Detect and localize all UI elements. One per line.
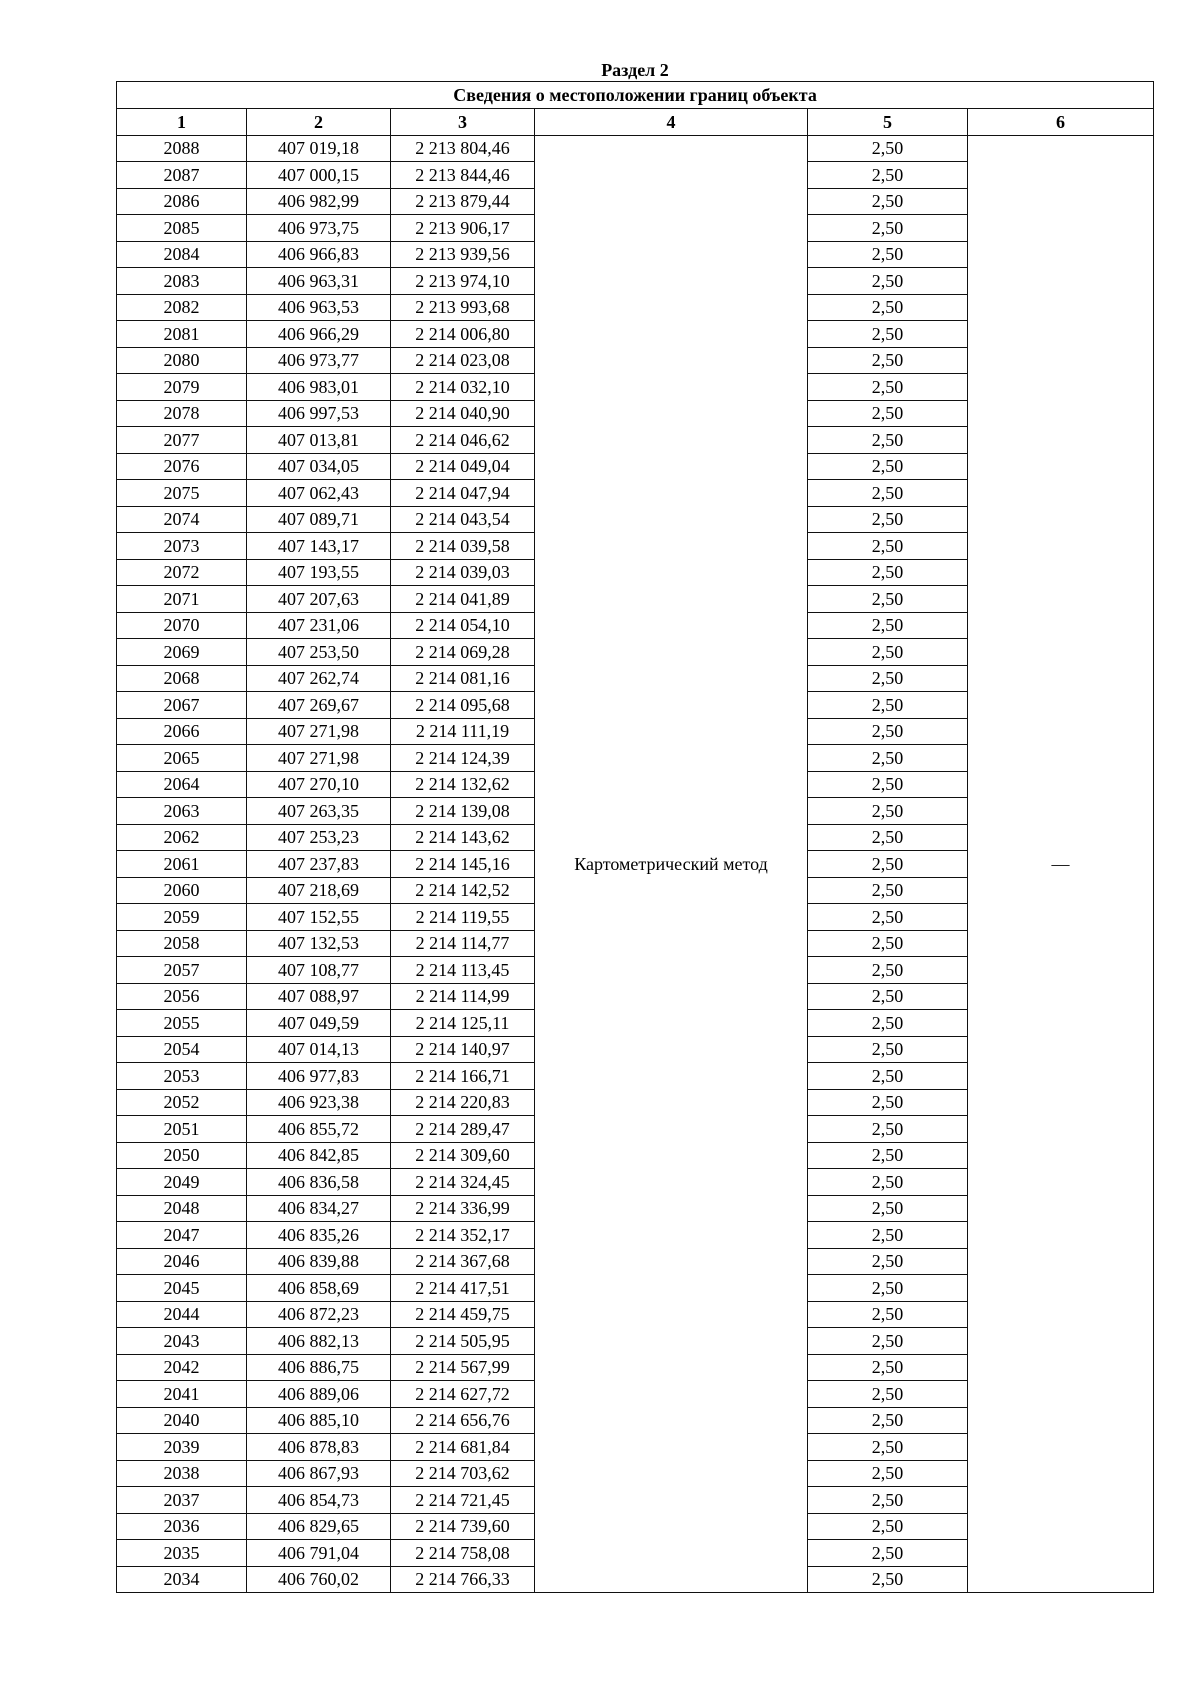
accuracy-cell: 2,50 xyxy=(808,692,968,719)
y-coordinate-cell: 2 214 081,16 xyxy=(391,665,535,692)
accuracy-cell: 2,50 xyxy=(808,612,968,639)
y-coordinate-cell: 2 214 140,97 xyxy=(391,1036,535,1063)
point-number-cell: 2070 xyxy=(117,612,247,639)
accuracy-cell: 2,50 xyxy=(808,1222,968,1249)
x-coordinate-cell: 407 207,63 xyxy=(247,586,391,613)
x-coordinate-cell: 407 263,35 xyxy=(247,798,391,825)
accuracy-cell: 2,50 xyxy=(808,268,968,295)
x-coordinate-cell: 406 885,10 xyxy=(247,1407,391,1434)
point-number-cell: 2036 xyxy=(117,1513,247,1540)
column-number-1: 1 xyxy=(117,109,247,136)
y-coordinate-cell: 2 214 143,62 xyxy=(391,824,535,851)
accuracy-cell: 2,50 xyxy=(808,533,968,560)
point-number-cell: 2042 xyxy=(117,1354,247,1381)
accuracy-cell: 2,50 xyxy=(808,427,968,454)
accuracy-cell: 2,50 xyxy=(808,1540,968,1567)
accuracy-cell: 2,50 xyxy=(808,321,968,348)
accuracy-cell: 2,50 xyxy=(808,957,968,984)
y-coordinate-cell: 2 214 220,83 xyxy=(391,1089,535,1116)
x-coordinate-cell: 406 872,23 xyxy=(247,1301,391,1328)
accuracy-cell: 2,50 xyxy=(808,1275,968,1302)
accuracy-cell: 2,50 xyxy=(808,559,968,586)
x-coordinate-cell: 406 834,27 xyxy=(247,1195,391,1222)
accuracy-cell: 2,50 xyxy=(808,1063,968,1090)
y-coordinate-cell: 2 214 032,10 xyxy=(391,374,535,401)
accuracy-cell: 2,50 xyxy=(808,851,968,878)
point-number-cell: 2050 xyxy=(117,1142,247,1169)
y-coordinate-cell: 2 214 069,28 xyxy=(391,639,535,666)
x-coordinate-cell: 407 013,81 xyxy=(247,427,391,454)
point-number-cell: 2054 xyxy=(117,1036,247,1063)
y-coordinate-cell: 2 214 656,76 xyxy=(391,1407,535,1434)
x-coordinate-cell: 406 977,83 xyxy=(247,1063,391,1090)
x-coordinate-cell: 406 858,69 xyxy=(247,1275,391,1302)
point-number-cell: 2076 xyxy=(117,453,247,480)
y-coordinate-cell: 2 213 974,10 xyxy=(391,268,535,295)
x-coordinate-cell: 406 855,72 xyxy=(247,1116,391,1143)
accuracy-cell: 2,50 xyxy=(808,930,968,957)
y-coordinate-cell: 2 213 939,56 xyxy=(391,241,535,268)
y-coordinate-cell: 2 214 049,04 xyxy=(391,453,535,480)
accuracy-cell: 2,50 xyxy=(808,135,968,162)
y-coordinate-cell: 2 214 111,19 xyxy=(391,718,535,745)
x-coordinate-cell: 407 237,83 xyxy=(247,851,391,878)
y-coordinate-cell: 2 214 139,08 xyxy=(391,798,535,825)
accuracy-cell: 2,50 xyxy=(808,453,968,480)
x-coordinate-cell: 406 760,02 xyxy=(247,1566,391,1593)
x-coordinate-cell: 406 835,26 xyxy=(247,1222,391,1249)
y-coordinate-cell: 2 214 113,45 xyxy=(391,957,535,984)
y-coordinate-cell: 2 214 367,68 xyxy=(391,1248,535,1275)
y-coordinate-cell: 2 214 336,99 xyxy=(391,1195,535,1222)
point-number-cell: 2037 xyxy=(117,1487,247,1514)
x-coordinate-cell: 406 889,06 xyxy=(247,1381,391,1408)
x-coordinate-cell: 406 966,83 xyxy=(247,241,391,268)
point-number-cell: 2056 xyxy=(117,983,247,1010)
point-number-cell: 2071 xyxy=(117,586,247,613)
accuracy-cell: 2,50 xyxy=(808,639,968,666)
x-coordinate-cell: 407 088,97 xyxy=(247,983,391,1010)
x-coordinate-cell: 407 034,05 xyxy=(247,453,391,480)
column-number-2: 2 xyxy=(247,109,391,136)
point-number-cell: 2057 xyxy=(117,957,247,984)
x-coordinate-cell: 406 886,75 xyxy=(247,1354,391,1381)
accuracy-cell: 2,50 xyxy=(808,374,968,401)
column-number-3: 3 xyxy=(391,109,535,136)
y-coordinate-cell: 2 214 627,72 xyxy=(391,1381,535,1408)
accuracy-cell: 2,50 xyxy=(808,1142,968,1169)
x-coordinate-cell: 407 143,17 xyxy=(247,533,391,560)
x-coordinate-cell: 407 049,59 xyxy=(247,1010,391,1037)
point-number-cell: 2086 xyxy=(117,188,247,215)
x-coordinate-cell: 407 000,15 xyxy=(247,162,391,189)
y-coordinate-cell: 2 214 095,68 xyxy=(391,692,535,719)
point-number-cell: 2055 xyxy=(117,1010,247,1037)
accuracy-cell: 2,50 xyxy=(808,188,968,215)
point-number-cell: 2034 xyxy=(117,1566,247,1593)
table-row xyxy=(117,135,1154,162)
y-coordinate-cell: 2 214 567,99 xyxy=(391,1354,535,1381)
x-coordinate-cell: 407 269,67 xyxy=(247,692,391,719)
accuracy-cell: 2,50 xyxy=(808,215,968,242)
y-coordinate-cell: 2 213 879,44 xyxy=(391,188,535,215)
point-number-cell: 2074 xyxy=(117,506,247,533)
y-coordinate-cell: 2 214 703,62 xyxy=(391,1460,535,1487)
point-number-cell: 2064 xyxy=(117,771,247,798)
boundary-coordinates-table xyxy=(116,81,1154,1593)
point-number-cell: 2046 xyxy=(117,1248,247,1275)
point-number-cell: 2061 xyxy=(117,851,247,878)
accuracy-cell: 2,50 xyxy=(808,241,968,268)
column-number-4: 4 xyxy=(535,109,808,136)
y-coordinate-cell: 2 214 114,99 xyxy=(391,983,535,1010)
point-number-cell: 2060 xyxy=(117,877,247,904)
x-coordinate-cell: 406 839,88 xyxy=(247,1248,391,1275)
accuracy-cell: 2,50 xyxy=(808,347,968,374)
accuracy-cell: 2,50 xyxy=(808,665,968,692)
point-number-cell: 2067 xyxy=(117,692,247,719)
point-number-cell: 2066 xyxy=(117,718,247,745)
point-number-cell: 2085 xyxy=(117,215,247,242)
y-coordinate-cell: 2 214 119,55 xyxy=(391,904,535,931)
point-number-cell: 2053 xyxy=(117,1063,247,1090)
accuracy-cell: 2,50 xyxy=(808,1513,968,1540)
point-number-cell: 2069 xyxy=(117,639,247,666)
accuracy-cell: 2,50 xyxy=(808,1116,968,1143)
y-coordinate-cell: 2 214 417,51 xyxy=(391,1275,535,1302)
table-caption: Сведения о местоположении границ объекта xyxy=(117,82,1154,109)
point-number-cell: 2052 xyxy=(117,1089,247,1116)
y-coordinate-cell: 2 213 906,17 xyxy=(391,215,535,242)
accuracy-cell: 2,50 xyxy=(808,1381,968,1408)
y-coordinate-cell: 2 214 046,62 xyxy=(391,427,535,454)
y-coordinate-cell: 2 213 844,46 xyxy=(391,162,535,189)
y-coordinate-cell: 2 214 023,08 xyxy=(391,347,535,374)
x-coordinate-cell: 407 271,98 xyxy=(247,718,391,745)
x-coordinate-cell: 407 253,50 xyxy=(247,639,391,666)
y-coordinate-cell: 2 214 289,47 xyxy=(391,1116,535,1143)
x-coordinate-cell: 406 963,53 xyxy=(247,294,391,321)
point-number-cell: 2049 xyxy=(117,1169,247,1196)
section-title: Раздел 2 xyxy=(601,60,669,80)
accuracy-cell: 2,50 xyxy=(808,1248,968,1275)
accuracy-cell: 2,50 xyxy=(808,1089,968,1116)
x-coordinate-cell: 407 019,18 xyxy=(247,135,391,162)
y-coordinate-cell: 2 214 459,75 xyxy=(391,1301,535,1328)
point-number-cell: 2044 xyxy=(117,1301,247,1328)
x-coordinate-cell: 407 262,74 xyxy=(247,665,391,692)
point-number-cell: 2088 xyxy=(117,135,247,162)
x-coordinate-cell: 407 108,77 xyxy=(247,957,391,984)
point-number-cell: 2087 xyxy=(117,162,247,189)
x-coordinate-cell: 406 973,77 xyxy=(247,347,391,374)
x-coordinate-cell: 406 997,53 xyxy=(247,400,391,427)
accuracy-cell: 2,50 xyxy=(808,824,968,851)
x-coordinate-cell: 407 132,53 xyxy=(247,930,391,957)
point-number-cell: 2082 xyxy=(117,294,247,321)
x-coordinate-cell: 407 231,06 xyxy=(247,612,391,639)
y-coordinate-cell: 2 214 721,45 xyxy=(391,1487,535,1514)
point-number-cell: 2075 xyxy=(117,480,247,507)
accuracy-cell: 2,50 xyxy=(808,1195,968,1222)
x-coordinate-cell: 406 829,65 xyxy=(247,1513,391,1540)
accuracy-cell: 2,50 xyxy=(808,718,968,745)
point-number-cell: 2041 xyxy=(117,1381,247,1408)
point-number-cell: 2080 xyxy=(117,347,247,374)
y-coordinate-cell: 2 214 739,60 xyxy=(391,1513,535,1540)
x-coordinate-cell: 407 271,98 xyxy=(247,745,391,772)
accuracy-cell: 2,50 xyxy=(808,904,968,931)
table-caption-row xyxy=(117,82,1154,109)
description-cell: — xyxy=(968,135,1154,1593)
point-number-cell: 2048 xyxy=(117,1195,247,1222)
y-coordinate-cell: 2 214 043,54 xyxy=(391,506,535,533)
x-coordinate-cell: 406 836,58 xyxy=(247,1169,391,1196)
accuracy-cell: 2,50 xyxy=(808,1407,968,1434)
method-cell: Картометрический метод xyxy=(535,135,808,1593)
accuracy-cell: 2,50 xyxy=(808,771,968,798)
accuracy-cell: 2,50 xyxy=(808,798,968,825)
y-coordinate-cell: 2 214 041,89 xyxy=(391,586,535,613)
point-number-cell: 2083 xyxy=(117,268,247,295)
accuracy-cell: 2,50 xyxy=(808,294,968,321)
x-coordinate-cell: 407 253,23 xyxy=(247,824,391,851)
point-number-cell: 2079 xyxy=(117,374,247,401)
point-number-cell: 2039 xyxy=(117,1434,247,1461)
y-coordinate-cell: 2 214 125,11 xyxy=(391,1010,535,1037)
accuracy-cell: 2,50 xyxy=(808,1566,968,1593)
accuracy-cell: 2,50 xyxy=(808,1487,968,1514)
y-coordinate-cell: 2 214 352,17 xyxy=(391,1222,535,1249)
x-coordinate-cell: 407 014,13 xyxy=(247,1036,391,1063)
point-number-cell: 2043 xyxy=(117,1328,247,1355)
point-number-cell: 2065 xyxy=(117,745,247,772)
point-number-cell: 2038 xyxy=(117,1460,247,1487)
x-coordinate-cell: 406 973,75 xyxy=(247,215,391,242)
x-coordinate-cell: 407 270,10 xyxy=(247,771,391,798)
accuracy-cell: 2,50 xyxy=(808,1434,968,1461)
x-coordinate-cell: 407 089,71 xyxy=(247,506,391,533)
x-coordinate-cell: 407 152,55 xyxy=(247,904,391,931)
y-coordinate-cell: 2 214 505,95 xyxy=(391,1328,535,1355)
x-coordinate-cell: 407 218,69 xyxy=(247,877,391,904)
x-coordinate-cell: 407 062,43 xyxy=(247,480,391,507)
y-coordinate-cell: 2 214 142,52 xyxy=(391,877,535,904)
y-coordinate-cell: 2 214 124,39 xyxy=(391,745,535,772)
x-coordinate-cell: 406 923,38 xyxy=(247,1089,391,1116)
y-coordinate-cell: 2 214 006,80 xyxy=(391,321,535,348)
accuracy-cell: 2,50 xyxy=(808,1301,968,1328)
y-coordinate-cell: 2 214 166,71 xyxy=(391,1063,535,1090)
point-number-cell: 2035 xyxy=(117,1540,247,1567)
y-coordinate-cell: 2 214 054,10 xyxy=(391,612,535,639)
y-coordinate-cell: 2 214 324,45 xyxy=(391,1169,535,1196)
point-number-cell: 2073 xyxy=(117,533,247,560)
y-coordinate-cell: 2 214 766,33 xyxy=(391,1566,535,1593)
point-number-cell: 2058 xyxy=(117,930,247,957)
point-number-cell: 2062 xyxy=(117,824,247,851)
y-coordinate-cell: 2 214 681,84 xyxy=(391,1434,535,1461)
x-coordinate-cell: 406 966,29 xyxy=(247,321,391,348)
point-number-cell: 2059 xyxy=(117,904,247,931)
y-coordinate-cell: 2 214 309,60 xyxy=(391,1142,535,1169)
point-number-cell: 2051 xyxy=(117,1116,247,1143)
accuracy-cell: 2,50 xyxy=(808,480,968,507)
point-number-cell: 2084 xyxy=(117,241,247,268)
point-number-cell: 2040 xyxy=(117,1407,247,1434)
accuracy-cell: 2,50 xyxy=(808,745,968,772)
column-number-row xyxy=(117,109,1154,136)
x-coordinate-cell: 406 878,83 xyxy=(247,1434,391,1461)
accuracy-cell: 2,50 xyxy=(808,586,968,613)
accuracy-cell: 2,50 xyxy=(808,1328,968,1355)
accuracy-cell: 2,50 xyxy=(808,1354,968,1381)
x-coordinate-cell: 406 982,99 xyxy=(247,188,391,215)
accuracy-cell: 2,50 xyxy=(808,1169,968,1196)
x-coordinate-cell: 406 854,73 xyxy=(247,1487,391,1514)
point-number-cell: 2081 xyxy=(117,321,247,348)
point-number-cell: 2068 xyxy=(117,665,247,692)
y-coordinate-cell: 2 214 145,16 xyxy=(391,851,535,878)
accuracy-cell: 2,50 xyxy=(808,877,968,904)
x-coordinate-cell: 406 882,13 xyxy=(247,1328,391,1355)
y-coordinate-cell: 2 214 114,77 xyxy=(391,930,535,957)
y-coordinate-cell: 2 214 047,94 xyxy=(391,480,535,507)
accuracy-cell: 2,50 xyxy=(808,983,968,1010)
accuracy-cell: 2,50 xyxy=(808,1460,968,1487)
accuracy-cell: 2,50 xyxy=(808,506,968,533)
y-coordinate-cell: 2 214 132,62 xyxy=(391,771,535,798)
x-coordinate-cell: 406 791,04 xyxy=(247,1540,391,1567)
table-body xyxy=(117,135,1154,1593)
accuracy-cell: 2,50 xyxy=(808,1010,968,1037)
point-number-cell: 2072 xyxy=(117,559,247,586)
accuracy-cell: 2,50 xyxy=(808,400,968,427)
y-coordinate-cell: 2 214 039,58 xyxy=(391,533,535,560)
y-coordinate-cell: 2 213 804,46 xyxy=(391,135,535,162)
point-number-cell: 2077 xyxy=(117,427,247,454)
point-number-cell: 2078 xyxy=(117,400,247,427)
y-coordinate-cell: 2 213 993,68 xyxy=(391,294,535,321)
point-number-cell: 2045 xyxy=(117,1275,247,1302)
point-number-cell: 2047 xyxy=(117,1222,247,1249)
y-coordinate-cell: 2 214 758,08 xyxy=(391,1540,535,1567)
accuracy-cell: 2,50 xyxy=(808,162,968,189)
column-number-5: 5 xyxy=(808,109,968,136)
x-coordinate-cell: 406 842,85 xyxy=(247,1142,391,1169)
x-coordinate-cell: 406 867,93 xyxy=(247,1460,391,1487)
x-coordinate-cell: 406 983,01 xyxy=(247,374,391,401)
y-coordinate-cell: 2 214 040,90 xyxy=(391,400,535,427)
y-coordinate-cell: 2 214 039,03 xyxy=(391,559,535,586)
x-coordinate-cell: 407 193,55 xyxy=(247,559,391,586)
x-coordinate-cell: 406 963,31 xyxy=(247,268,391,295)
accuracy-cell: 2,50 xyxy=(808,1036,968,1063)
point-number-cell: 2063 xyxy=(117,798,247,825)
column-number-6: 6 xyxy=(968,109,1154,136)
